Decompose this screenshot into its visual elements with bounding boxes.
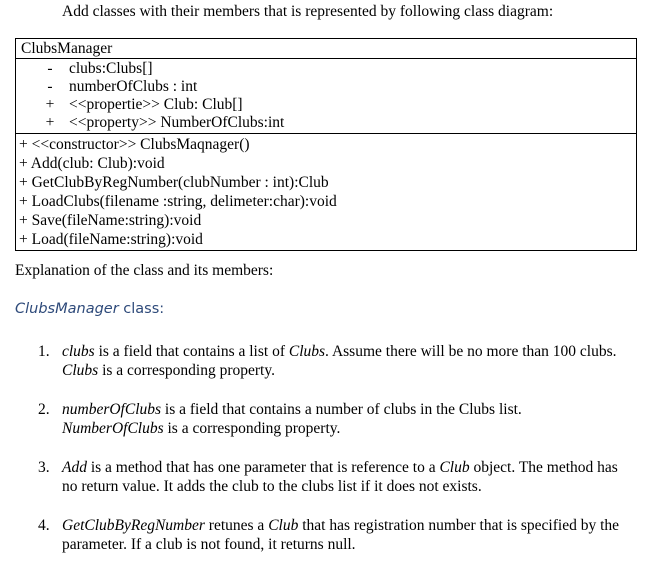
term: Add <box>62 459 87 476</box>
term: Clubs <box>62 362 99 379</box>
term: NumberOfClubs <box>62 420 164 437</box>
list-item <box>0 400 666 438</box>
list-item <box>0 458 666 496</box>
class-heading <box>15 301 164 317</box>
attribute-text: <<property>> NumberOfClubs:int <box>69 114 285 131</box>
term: clubs <box>62 343 95 360</box>
attribute-text: <<propertie>> Club: Club[] <box>69 96 243 113</box>
method-row: + <<constructor>> ClubsMaqnager() <box>19 136 250 153</box>
attribute-row <box>16 96 636 114</box>
method-row: + Save(fileName:string):void <box>19 212 202 229</box>
text-span: is a field that contains a number of clubs in the Clubs list. <box>161 401 522 418</box>
list-item <box>0 342 666 380</box>
attribute-row <box>16 78 636 96</box>
item-line <box>62 400 647 419</box>
visibility-marker: - <box>47 78 53 95</box>
text-span: is a method that has one parameter that is reference to a <box>86 459 440 476</box>
method-row: + Add(club: Club):void <box>19 155 165 172</box>
item-line <box>62 477 647 496</box>
term: numberOfClubs <box>62 401 162 418</box>
term: GetClubByRegNumber <box>62 517 205 534</box>
explanation-text: Explanation of the class and its members: <box>15 262 274 279</box>
text-span: . Assume there will be no more than 100 clubs. <box>325 343 617 360</box>
item-text <box>62 516 647 554</box>
intro-text: Add classes with their members that is represented by following class diagram: <box>62 3 554 20</box>
item-line <box>62 535 647 554</box>
class-diagram <box>15 38 637 251</box>
method-row: + GetClubByRegNumber(clubNumber : int):Club <box>19 174 329 191</box>
member-list <box>0 342 666 574</box>
item-number: 2. <box>38 401 50 418</box>
text-span: is a corresponding property. <box>98 362 275 379</box>
term: Club <box>439 459 470 476</box>
text-span: retunes a <box>204 517 269 534</box>
attribute-row <box>16 114 636 132</box>
text-span: is a field that contains a list of <box>94 343 289 360</box>
visibility-marker: + <box>45 96 55 113</box>
text-span: that has registration number that is specified by the <box>298 517 620 534</box>
methods-section <box>16 134 636 250</box>
item-number: 3. <box>38 459 50 476</box>
item-text <box>62 458 647 496</box>
visibility-marker: + <box>45 114 55 131</box>
item-number: 4. <box>38 517 50 534</box>
text-span: is a corresponding property. <box>163 420 341 437</box>
item-line <box>62 419 647 438</box>
attributes-section <box>16 59 636 134</box>
item-text <box>62 342 647 380</box>
attribute-text: numberOfClubs : int <box>69 78 198 95</box>
item-line <box>62 342 647 361</box>
visibility-marker: - <box>47 60 53 77</box>
item-line <box>62 458 647 477</box>
class-heading-name: ClubsManager <box>15 301 119 317</box>
term: Club <box>268 517 299 534</box>
class-heading-suffix: class: <box>118 301 165 317</box>
attribute-text: clubs:Clubs[] <box>69 60 153 77</box>
list-item <box>0 516 666 554</box>
method-row: + LoadClubs(filename :string, delimeter:char):void <box>19 193 337 210</box>
item-text <box>62 400 647 438</box>
term: Clubs <box>288 343 326 360</box>
method-row: + Load(fileName:string):void <box>19 231 203 248</box>
text-span: no return value. It adds the club to the clubs list if it does not exists. <box>62 478 482 495</box>
item-line <box>62 516 647 535</box>
class-name: ClubsManager <box>16 39 636 59</box>
text-span: parameter. If a club is not found, it returns null. <box>62 536 356 553</box>
item-number: 1. <box>38 343 50 360</box>
attribute-row <box>16 60 636 78</box>
text-span: object. The method has <box>469 459 618 476</box>
item-line <box>62 361 647 380</box>
